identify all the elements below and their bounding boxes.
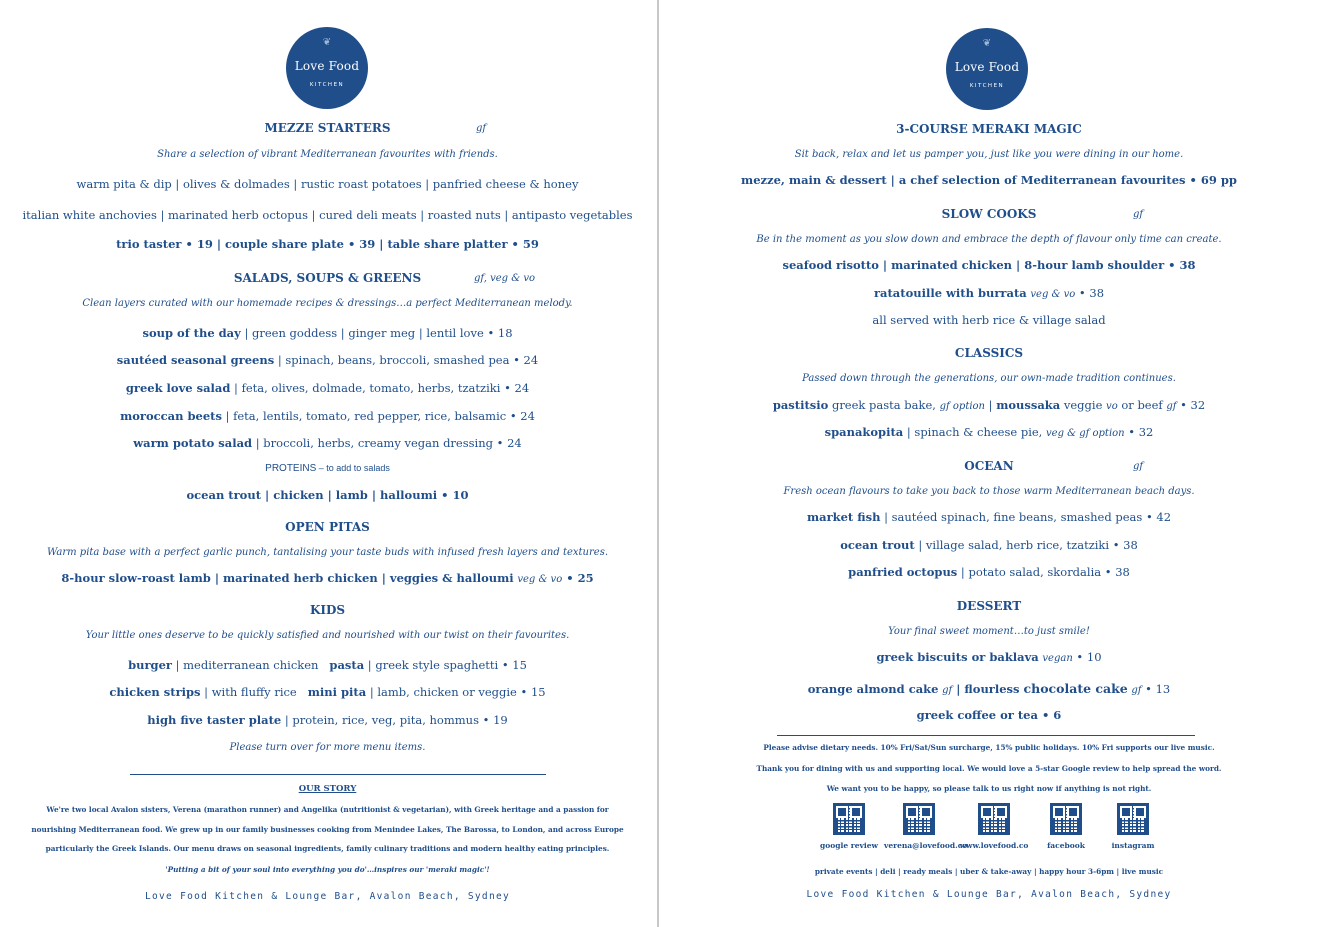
qr-label: google review	[820, 841, 878, 850]
story-text: We're two local Avalon sisters, Verena (marathon runner) and Angelika (nutritionist & vegetarian), with Greek heritage and a passion for	[46, 805, 609, 814]
menu-line: warm pita & dip | olives & dolmades | rustic roast potatoes | panfried cheese & honey	[76, 177, 579, 191]
qr-label: www.lovefood.co	[959, 841, 1029, 850]
list-item: soup of the day | green goddess | ginger meg | lentil love • 18	[142, 326, 513, 340]
list-item: chicken strips | with fluffy rice mini pita | lamb, chicken or veggie • 15	[109, 685, 546, 699]
list-item: warm potato salad | broccoli, herbs, creamy vegan dressing • 24	[133, 436, 522, 450]
list-item: spanakopita | spinach & cheese pie, veg & gf option • 32	[824, 425, 1154, 439]
policy-note: We want you to be happy, so please talk to us right now if anything is not right.	[826, 784, 1152, 793]
list-item: high five taster plate | protein, rice, veg, pita, hommus • 19	[147, 713, 508, 727]
list-item: ratatouille with burrata veg & vo • 38	[873, 286, 1105, 300]
page-divider	[657, 0, 659, 927]
story-title: OUR STORY	[298, 784, 357, 794]
qr-code-icon	[1117, 803, 1149, 835]
section-desc: Fresh ocean flavours to take you back to those warm Mediterranean beach days.	[783, 486, 1195, 497]
section-title-meraki: 3-COURSE MERAKI MAGIC	[896, 122, 1082, 136]
section-title-mezze: MEZZE STARTERS gf	[264, 121, 487, 135]
section-title-slow-cooks: SLOW COOKS gf	[941, 207, 1144, 221]
logo-name: Love Food	[954, 60, 1020, 74]
logo-sub: KITCHEN	[309, 82, 345, 88]
list-item: panfried octopus | potato salad, skordalia • 38	[848, 565, 1130, 579]
menu-page-left	[0, 0, 655, 927]
qr-code-icon	[903, 803, 935, 835]
qr-label: facebook	[1047, 841, 1085, 850]
diet-tag: gf, veg & vo	[474, 273, 536, 284]
qr-google-review[interactable]	[814, 803, 884, 850]
policy-note: Thank you for dining with us and supporting local. We would love a 5-star Google review to help spread the word.	[756, 764, 1222, 773]
turn-over-note: Please turn over for more menu items.	[229, 742, 426, 753]
qr-website[interactable]	[959, 803, 1029, 850]
proteins-line: ocean trout | chicken | lamb | halloumi • 10	[186, 488, 469, 502]
story-quote: 'Putting a bit of your soul into everything you do'…inspires our 'meraki magic'!	[165, 865, 490, 874]
qr-label: instagram	[1111, 841, 1155, 850]
list-item: greek coffee or tea • 6	[916, 708, 1062, 722]
list-item: greek love salad | feta, olives, dolmade, tomato, herbs, tzatziki • 24	[125, 381, 530, 395]
diet-tag: gf	[476, 123, 487, 134]
brand-logo	[946, 28, 1028, 110]
logo-sub: KITCHEN	[969, 83, 1005, 89]
rule	[777, 735, 1195, 736]
price-line: trio taster • 19 | couple share plate • 39 | table share platter • 59	[116, 237, 539, 251]
list-item: burger | mediterranean chicken pasta | greek style spaghetti • 15	[128, 658, 527, 672]
section-desc: Your little ones deserve to be quickly satisfied and nourished with our twist on their favourites.	[85, 630, 570, 641]
qr-facebook[interactable]	[1031, 803, 1101, 850]
story-text: particularly the Greek Islands. Our menu draws on seasonal ingredients, family culinary traditions and modern healthy eating principles.	[45, 844, 610, 853]
qr-code-icon	[1050, 803, 1082, 835]
list-item: orange almond cake gf | flourless chocolate cake gf • 13	[807, 681, 1171, 696]
list-item: moroccan beets | feta, lentils, tomato, red pepper, rice, balsamic • 24	[120, 409, 535, 423]
services-line: private events | deli | ready meals | uber & take-away | happy hour 3-6pm | live music	[814, 867, 1164, 876]
list-item: market fish | sautéed spinach, fine beans, smashed peas • 42	[806, 510, 1172, 524]
qr-code-icon	[833, 803, 865, 835]
footer-address: Love Food Kitchen & Lounge Bar, Avalon Beach, Sydney	[144, 891, 510, 902]
section-title-kids: KIDS	[309, 603, 346, 617]
logo-name: Love Food	[294, 59, 360, 73]
section-title-classics: CLASSICS	[954, 346, 1024, 360]
section-desc: Clean layers curated with our homemade recipes & dressings…a perfect Mediterranean melody.	[82, 298, 573, 309]
section-desc: Passed down through the generations, our own-made tradition continues.	[802, 373, 1176, 384]
section-desc: Warm pita base with a perfect garlic punch, tantalising your taste buds with infused fresh layers and textures.	[46, 547, 608, 558]
rule	[130, 774, 546, 775]
list-item: greek biscuits or baklava vegan • 10	[876, 650, 1102, 664]
section-desc: Be in the moment as you slow down and embrace the depth of flavour only time can create.	[756, 234, 1222, 245]
qr-label: verena@lovefood.co	[884, 841, 968, 850]
policy-note: Please advise dietary needs. 10% Fri/Sat/Sun surcharge, 15% public holidays. 10% Fri supports our live music.	[763, 743, 1215, 752]
menu-page-right	[661, 0, 1317, 927]
list-item: 8-hour slow-roast lamb | marinated herb chicken | veggies & halloumi veg & vo • 25	[61, 571, 594, 585]
list-item: sautéed seasonal greens | spinach, beans, broccoli, smashed pea • 24	[116, 353, 539, 367]
story-text: nourishing Mediterranean food. We grew up in our family businesses cooking from Menindee Lakes, The Barossa, to London, and across Europe	[31, 825, 624, 834]
qr-instagram[interactable]	[1098, 803, 1168, 850]
menu-line: italian white anchovies | marinated herb octopus | cured deli meats | roasted nuts | antipasto vegetables	[22, 208, 633, 222]
qr-code-icon	[978, 803, 1010, 835]
note-line: all served with herb rice & village salad	[872, 313, 1106, 327]
proteins-label: PROTEINS – to add to salads	[265, 463, 390, 474]
list-item: pastitsio greek pasta bake, gf option | moussaka veggie vo or beef gf • 32	[772, 398, 1206, 412]
brand-logo	[286, 27, 368, 109]
qr-email[interactable]	[884, 803, 968, 850]
section-desc: Your final sweet moment…to just smile!	[888, 626, 1090, 637]
list-item: ocean trout | village salad, herb rice, tzatziki • 38	[840, 538, 1138, 552]
olive-branch-icon: ❦	[982, 38, 992, 49]
diet-tag: gf	[1133, 209, 1144, 220]
section-desc: Sit back, relax and let us pamper you, just like you were dining in our home.	[794, 149, 1184, 160]
section-desc: Share a selection of vibrant Mediterranean favourites with friends.	[157, 149, 498, 160]
section-title-salads: SALADS, SOUPS & GREENS gf, veg & vo	[233, 271, 536, 285]
section-title-pitas: OPEN PITAS	[285, 520, 370, 534]
list-item: seafood risotto | marinated chicken | 8-hour lamb shoulder • 38	[782, 258, 1196, 272]
diet-tag: gf	[1133, 461, 1144, 472]
list-item: mezze, main & dessert | a chef selection of Mediterranean favourites • 69 pp	[741, 173, 1237, 187]
section-title-dessert: DESSERT	[956, 599, 1022, 613]
olive-branch-icon: ❦	[322, 37, 332, 48]
footer-address: Love Food Kitchen & Lounge Bar, Avalon Beach, Sydney	[806, 889, 1172, 900]
section-title-ocean: OCEAN gf	[964, 459, 1144, 473]
